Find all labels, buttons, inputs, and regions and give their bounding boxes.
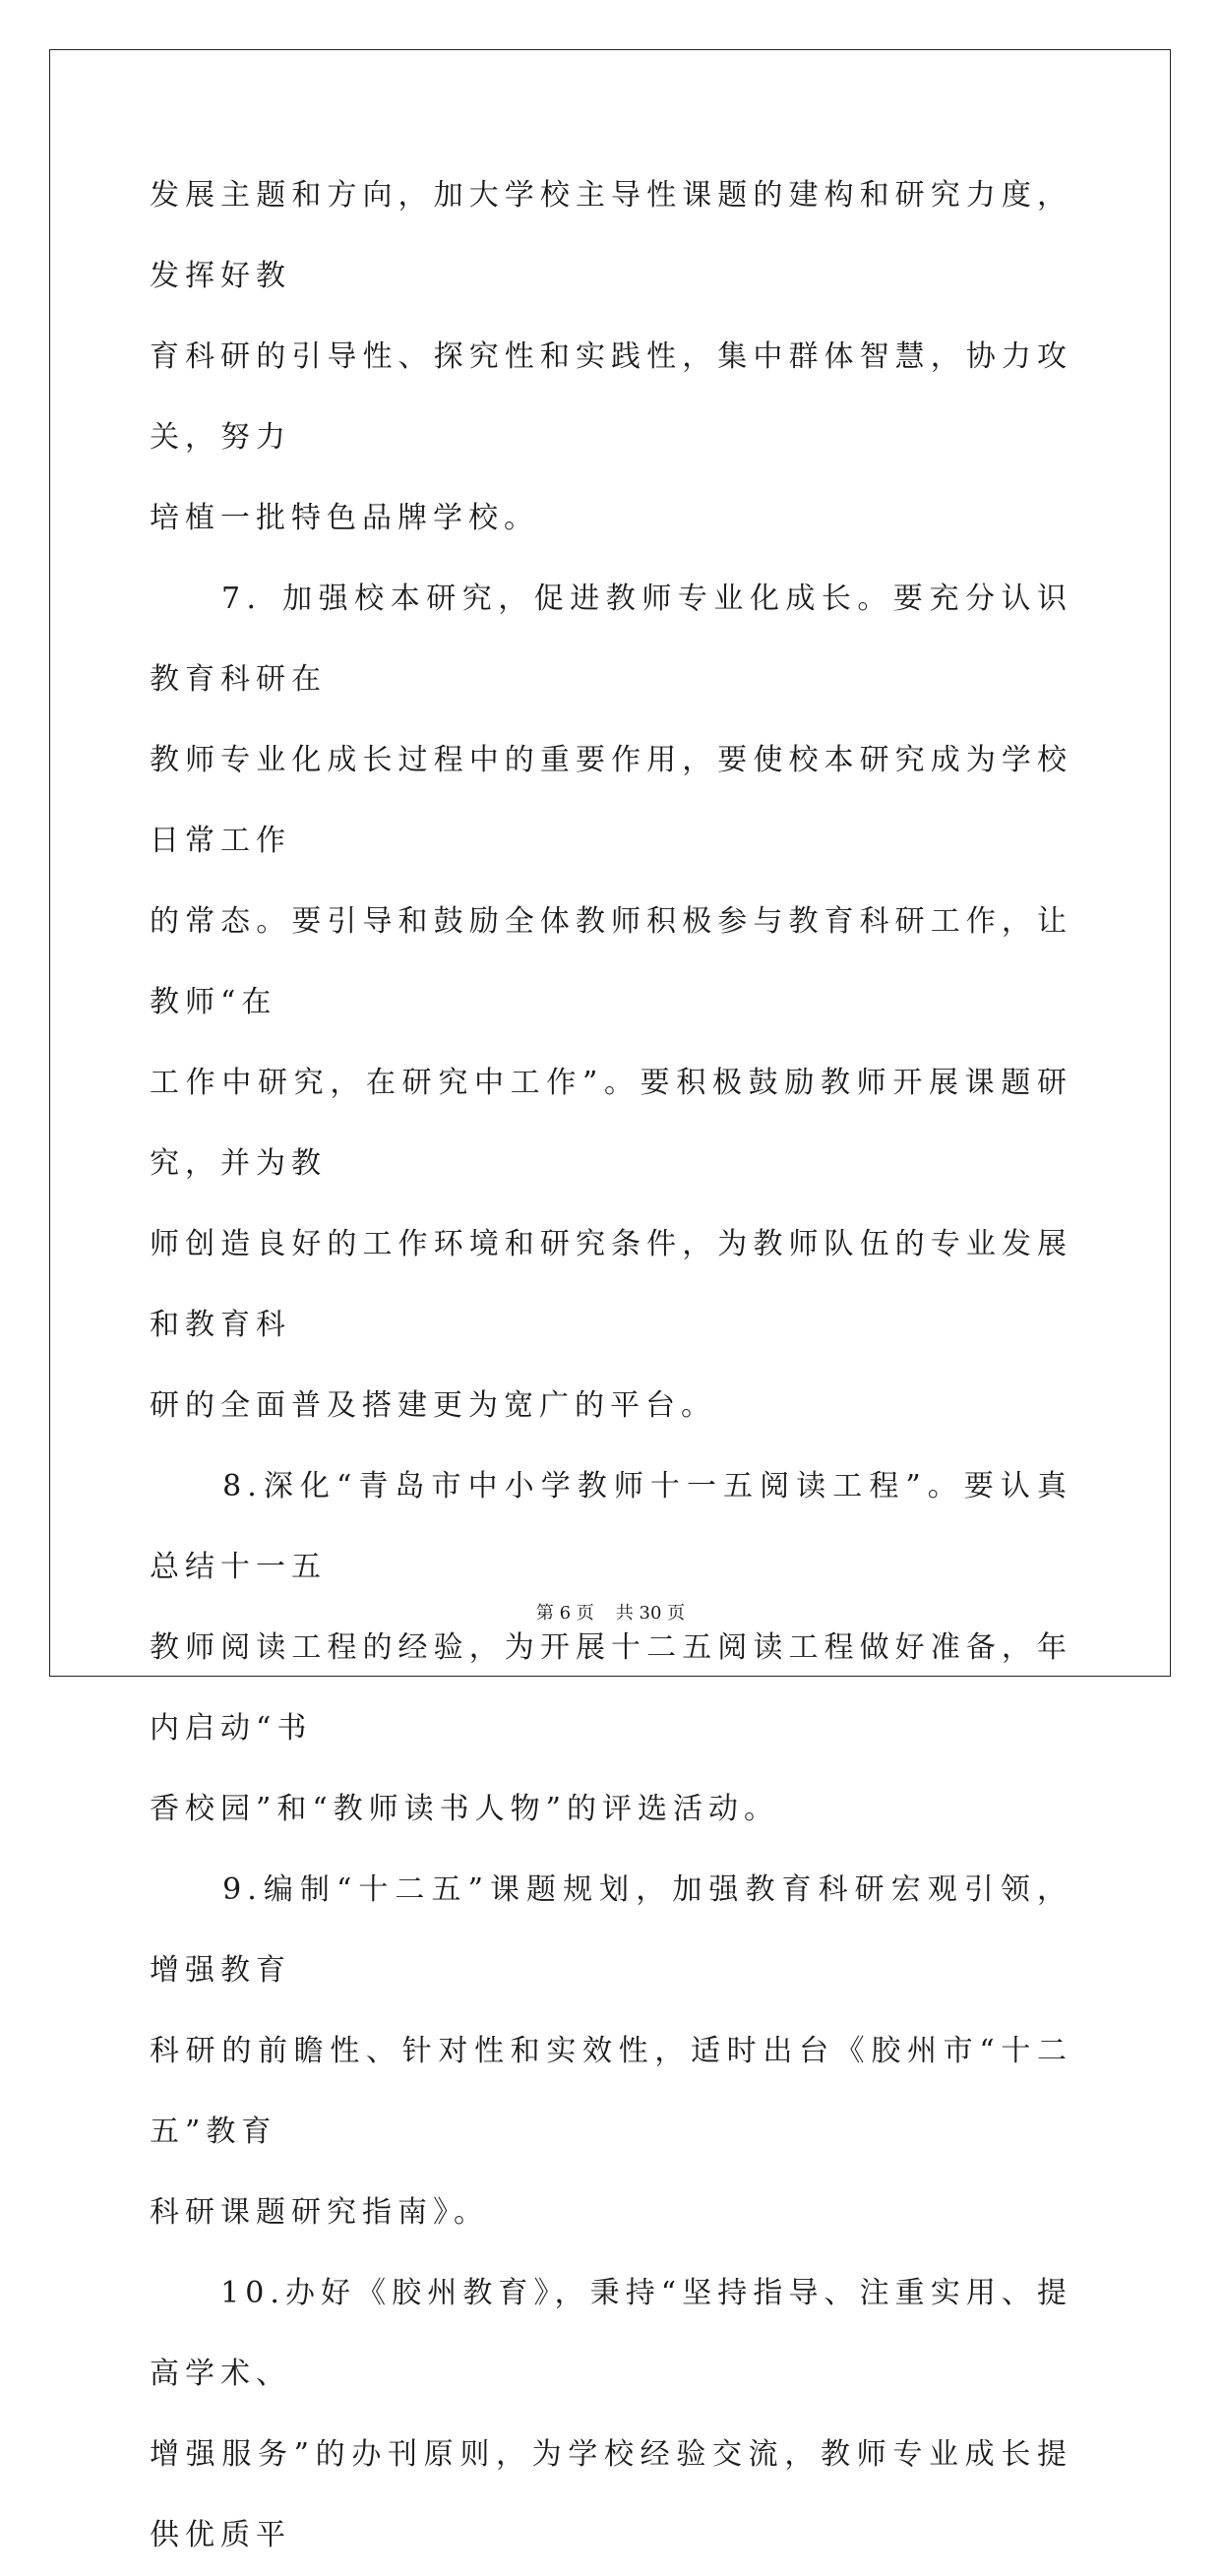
text-line: 科研的前瞻性、针对性和实效性，适时出台《胶州市“十二五”教育 [150, 2034, 1072, 2149]
text-line: 工作中研究，在研究中工作”。要积极鼓励教师开展课题研究，并为教 [150, 1066, 1072, 1181]
page-total: 共 30 页 [615, 1603, 686, 1624]
text-line: 研的全面普及搭建更为宽广的平台。 [150, 1388, 716, 1423]
text-line: 发展主题和方向，加大学校主导性课题的建构和研究力度，发挥好教 [150, 178, 1072, 293]
text-line: 教师专业化成长过程中的重要作用，要使校本研究成为学校日常工作 [150, 743, 1072, 858]
text-line: 10.办好《胶州教育》，秉持“坚持指导、注重实用、提高学术、 [150, 2276, 1072, 2391]
text-line: 科研课题研究指南》。 [150, 2195, 489, 2230]
text-line: 培植一批特色品牌学校。 [150, 501, 539, 535]
page-number: 第 6 页 [535, 1603, 594, 1624]
text-line: 的常态。要引导和鼓励全体教师积极参与教育科研工作，让教师“在 [150, 904, 1072, 1019]
text-line: 师创造良好的工作环境和研究条件，为教师队伍的专业发展和教育科 [150, 1227, 1072, 1342]
text-line: 9.编制“十二五”课题规划，加强教育科研宏观引领，增强教育 [150, 1872, 1072, 1988]
text-line: 香校园”和“教师读书人物”的评选活动。 [150, 1792, 780, 1826]
text-line: 8.深化“青岛市中小学教师十一五阅读工程”。要认真总结十一五 [150, 1469, 1072, 1584]
text-line: 教师阅读工程的经验，为开展十二五阅读工程做好准备，年内启动“书 [150, 1630, 1072, 1746]
text-line: 育科研的引导性、探究性和实践性，集中群体智慧，协力攻关，努力 [150, 339, 1072, 455]
text-line: 7．加强校本研究，促进教师专业化成长。要充分认识教育科研在 [150, 582, 1072, 697]
document-body [150, 155, 1072, 2576]
page-footer [0, 1602, 1221, 1625]
text-line: 增强服务”的办刊原则，为学校经验交流，教师专业成长提供优质平 [150, 2437, 1072, 2552]
